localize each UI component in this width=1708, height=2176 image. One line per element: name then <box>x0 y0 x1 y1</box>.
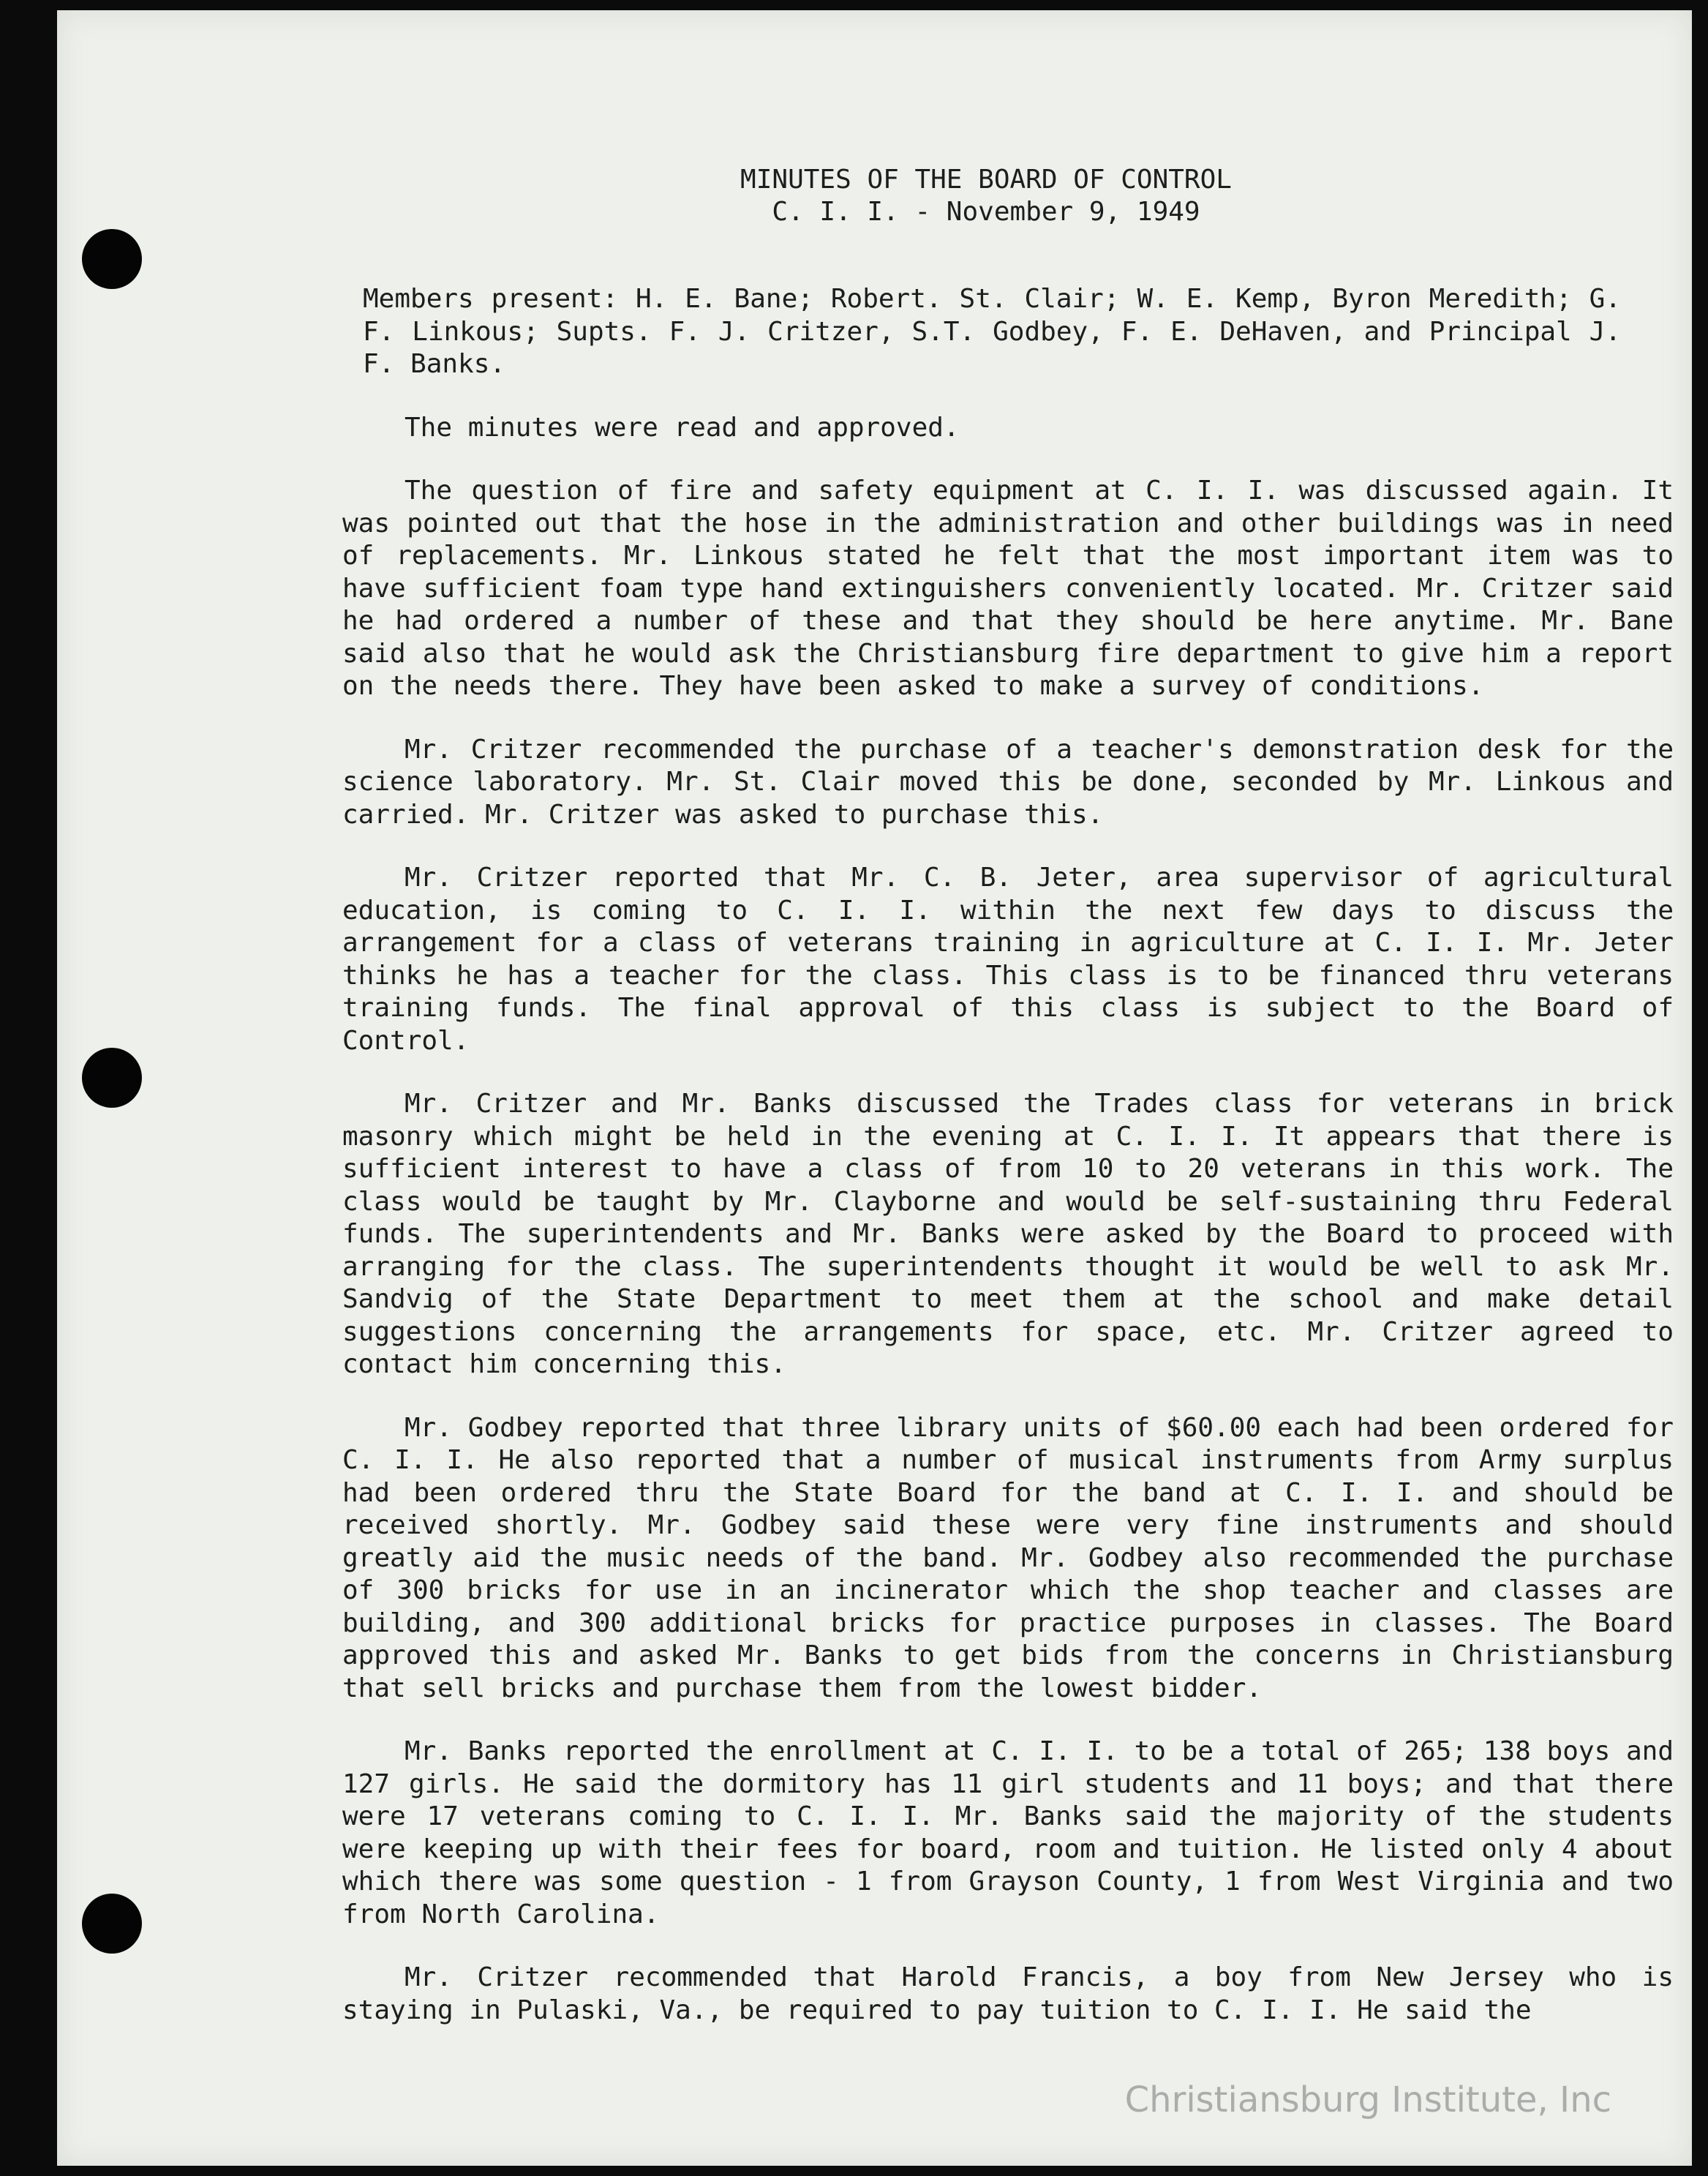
watermark: Christiansburg Institute, Inc <box>1124 2079 1611 2120</box>
paragraph-minutes-approved: The minutes were read and approved. <box>405 412 960 443</box>
members-present: Members present: H. E. Bane; Robert. St. Clair; W. E. Kemp, Byron Meredith; G. F. Linkous; Supts. F. J. Critzer, S.T. Godbey, F. E. DeHaven, and Principal J. F. Banks. <box>363 284 1621 379</box>
punch-hole-bottom <box>82 1894 142 1954</box>
document-page <box>57 10 1692 2166</box>
minutes-body <box>342 164 1674 2027</box>
paragraph-enrollment: Mr. Banks reported the enrollment at C. I. I. to be a total of 265; 138 boys and 127 girls. He said the dormitory has 11 girl students and 11 boys; and that there were 17 veterans coming to C. I. I. Mr. Banks said the majority of the students were keeping up with their fees for board, room and tuition. He listed only 4 about which there was some question - 1 from Grayson County, 1 from West Virginia and two from North Carolina. <box>342 1736 1674 1929</box>
paragraph-fire-safety: The question of fire and safety equipment at C. I. I. was discussed again. It was pointed out that the hose in the administration and other buildings was in need of replacements. Mr. Linkous stated he felt that the most important item was to have sufficient foam type hand extinguishers conveniently located. Mr. Critzer said he had ordered a number of these and that they should be here anytime. Mr. Bane said also that he would ask the Christiansburg fire department to give him a report on the needs there. They have been asked to make a survey of conditions. <box>342 476 1674 701</box>
title-line-2: C. I. I. - November 9, 1949 <box>772 197 1200 227</box>
punch-hole-middle <box>82 1048 142 1108</box>
paragraph-tuition: Mr. Critzer recommended that Harold Francis, a boy from New Jersey who is staying in Pulaski, Va., be required to pay tuition to C. I. I. He said the <box>342 1962 1674 2025</box>
paragraph-agriculture-class: Mr. Critzer reported that Mr. C. B. Jeter, area supervisor of agricultural education, is coming to C. I. I. within the next few days to discuss the arrangement for a class of veterans training in agriculture at C. I. I. Mr. Jeter thinks he has a teacher for the class. This class is to be financed thru veterans training funds. The final approval of this class is subject to the Board of Control. <box>342 863 1674 1056</box>
paragraph-brick-masonry-class: Mr. Critzer and Mr. Banks discussed the Trades class for veterans in brick masonry which might be held in the evening at C. I. I. It appears that there is sufficient interest to have a class of from 10 to 20 veterans in this work. The class would be taught by Mr. Clayborne and would be self-sustaining thru Federal funds. The superintendents and Mr. Banks were asked by the Board to proceed with arranging for the class. The superintendents thought it would be well to ask Mr. Sandvig of the State Department to meet them at the school and make detail suggestions concerning the arrangements for space, etc. Mr. Critzer agreed to contact him concerning this. <box>342 1089 1674 1379</box>
paragraph-library-and-bricks: Mr. Godbey reported that three library units of $60.00 each had been ordered for C. I. I. He also reported that a number of musical instruments from Army surplus had been ordered thru the State Board for the band at C. I. I. and should be received shortly. Mr. Godbey said these were very fine instruments and should greatly aid the music needs of the band. Mr. Godbey also recommended the purchase of 300 bricks for use in an incinerator which the shop teacher and classes are building, and 300 additional bricks for practice purposes in classes. The Board approved this and asked Mr. Banks to get bids from the concerns in Christiansburg that sell bricks and purchase them from the lowest bidder. <box>342 1412 1674 1703</box>
punch-hole-top <box>82 229 142 289</box>
title-line-1: MINUTES OF THE BOARD OF CONTROL <box>740 165 1232 195</box>
paragraph-demonstration-desk: Mr. Critzer recommended the purchase of a teacher's demonstration desk for the science laboratory. Mr. St. Clair moved this be done, seconded by Mr. Linkous and carried. Mr. Critzer was asked to purchase this. <box>342 734 1674 830</box>
document-title <box>342 164 1674 228</box>
